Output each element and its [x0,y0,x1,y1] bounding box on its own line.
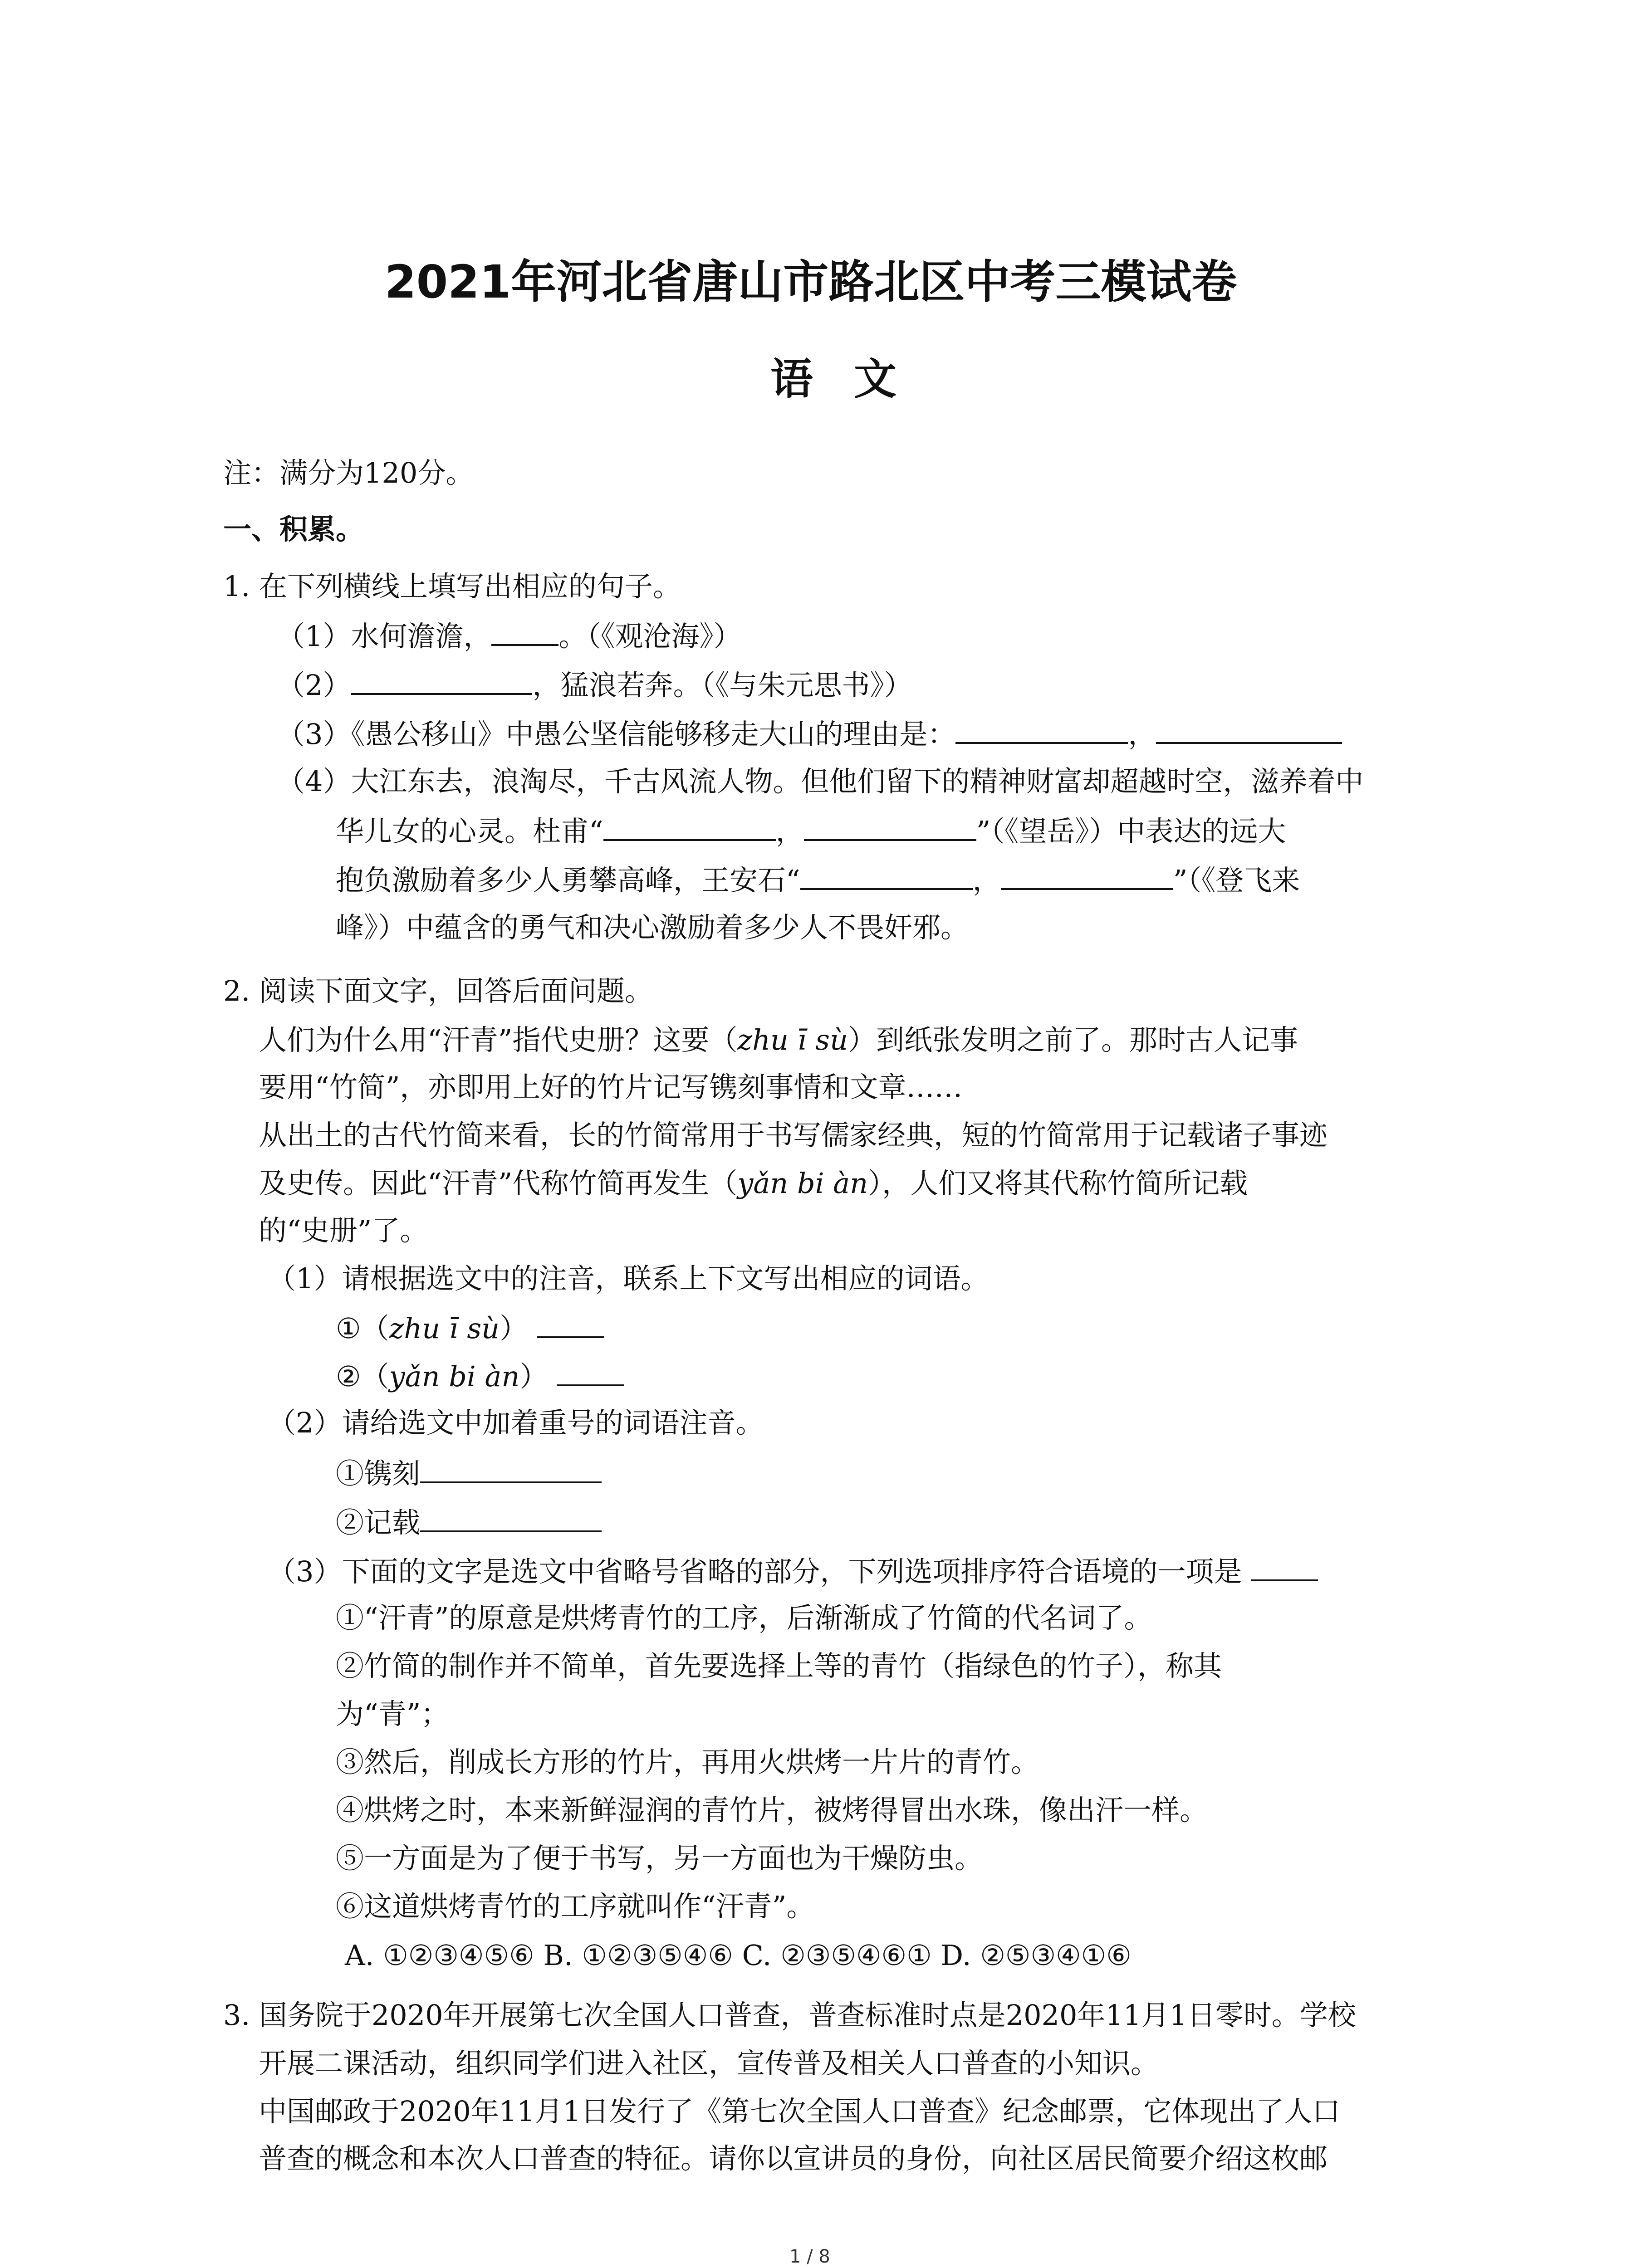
item-text: ，猛浪若奔。（《与朱元思书》） [532,669,912,702]
pinyin: yǎn bi àn [389,1360,520,1393]
question-1-item-4-line-1: （4）大江东去，浪淘尽，千古风流人物。但他们留下的精神财富却超越时空，滋养着中 [277,765,1364,798]
item-text: ， [775,815,804,848]
answer-blank[interactable] [1251,1556,1318,1581]
answer-blank[interactable] [800,865,973,890]
item-text: ， [972,864,1001,897]
option-2-line-1: ②竹简的制作并不简单，首先要选择上等的青竹（指绿色的竹子），称其 [336,1649,1222,1682]
sub-question-3 [268,1556,1318,1586]
answer-blank[interactable] [537,1313,604,1338]
item-text: ②（ [336,1360,389,1393]
question-1-item-2 [277,669,912,702]
passage-line-2: 要用“竹简”，亦即用上好的竹片记写镌刻事情和文章…… [259,1070,963,1104]
passage-text: 人们为什么用“汗青”指代史册？这要（ [259,1023,738,1056]
question-2-stem: 2. 阅读下面文字，回答后面问题。 [223,974,653,1007]
item-text: ①（ [336,1312,389,1345]
answer-choices: A. ①②③④⑤⑥ B. ①②③⑤④⑥ C. ②③⑤④⑥① D. ②⑤③④①⑥ [345,1939,1132,1972]
pinyin: yǎn bi àn [737,1167,868,1200]
subject-title: 语文 [770,355,938,404]
answer-blank[interactable] [351,670,532,695]
item-text: （3）《愚公移山》中愚公坚信能够移走大山的理由是： [277,718,956,751]
question-1-item-1 [277,620,742,653]
sub-question-1-item-1 [336,1313,604,1343]
passage-line-3: 从出土的古代竹简来看，长的竹简常用于书写儒家经典，短的竹简常用于记载诸子事迹 [259,1119,1328,1152]
passage-line-4 [259,1169,1248,1198]
question-3-line-2: 开展二课活动，组织同学们进入社区，宣传普及相关人口普查的小知识。 [259,2047,1159,2080]
option-4: ④烘烤之时，本来新鲜湿润的青竹片，被烤得冒出水珠，像出汗一样。 [336,1794,1208,1827]
question-1-item-4-line-2 [336,816,1286,846]
option-6: ⑥这道烘烤青竹的工序就叫作“汗青”。 [336,1890,815,1923]
answer-blank[interactable] [804,816,976,841]
option-1: ①“汗青”的原意是烘烤青竹的工序，后渐渐成了竹简的代名词了。 [336,1601,1152,1634]
score-note: 注：满分为120分。 [223,456,474,489]
passage-text: ），人们又将其代称竹简所记载 [868,1167,1248,1200]
question-1-stem: 1. 在下列横线上填写出相应的句子。 [223,570,681,603]
page-number: 1 / 8 [789,2246,830,2267]
answer-blank[interactable] [955,719,1128,744]
passage-line-1 [259,1023,1298,1056]
item-text: ”（《望岳》）中表达的远大 [976,815,1286,848]
answer-blank[interactable] [557,1361,624,1386]
question-1-item-4-line-3 [336,864,1300,897]
answer-blank[interactable] [1001,865,1173,890]
pinyin: zhu ī sù [389,1312,500,1345]
sub-question-1: （1）请根据选文中的注音，联系上下文写出相应的词语。 [268,1262,989,1295]
item-text: 华儿女的心灵。杜甫“ [336,815,603,848]
answer-blank[interactable] [491,621,558,646]
answer-blank[interactable] [1156,719,1342,744]
page-title: 2021年河北省唐山市路北区中考三模试卷 [385,255,1237,308]
option-3: ③然后，削成长方形的竹片，再用火烘烤一片片的青竹。 [336,1745,1039,1779]
passage-text: ）到纸张发明之前了。那时古人记事 [847,1023,1298,1056]
passage-line-5: 的“史册”了。 [259,1214,428,1247]
question-3-line-3: 中国邮政于2020年11月1日发行了《第七次全国人口普查》纪念邮票，它体现出了人口 [259,2095,1341,2128]
question-1-item-3 [277,718,1342,751]
sub-question-2-item-2 [336,1507,602,1537]
item-text: （3）下面的文字是选文中省略号省略的部分，下列选项排序符合语境的一项是 [268,1555,1242,1588]
answer-blank[interactable] [420,1507,602,1532]
question-3-line-4: 普查的概念和本次人口普查的特征。请你以宣讲员的身份，向社区居民简要介绍这枚邮 [259,2142,1328,2175]
item-text: （2） [277,669,351,702]
question-3-line-1: 3. 国务院于2020年开展第七次全国人口普查，普查标准时点是2020年11月1日零时。学校 [223,1999,1356,2032]
passage-text: 及史传。因此“汗青”代称竹简再发生（ [259,1167,738,1200]
item-text: ） [519,1360,548,1393]
item-text: （1）水何澹澹， [277,620,492,653]
item-text: ， [1128,718,1156,751]
pinyin: zhu ī sù [737,1023,848,1056]
option-5: ⑤一方面是为了便于书写，另一方面也为干燥防虫。 [336,1842,983,1875]
sub-question-1-item-2 [336,1361,624,1391]
option-2-line-2: 为“青”； [336,1697,449,1730]
section-heading: 一、积累。 [223,513,364,546]
question-1-item-4-line-4: 峰》）中蕴含的勇气和决心激励着多少人不畏奸邪。 [336,911,969,944]
sub-question-2: （2）请给选文中加着重号的词语注音。 [268,1406,764,1439]
item-text: 。（《观沧海》） [558,620,742,653]
item-text: ①镌刻 [336,1457,421,1490]
answer-blank[interactable] [603,816,776,841]
item-text: ”（《登飞来 [1173,864,1300,897]
answer-blank[interactable] [420,1458,602,1483]
item-text: ） [500,1312,528,1345]
item-text: 抱负激励着多少人勇攀高峰，王安石“ [336,864,800,897]
sub-question-2-item-1 [336,1458,602,1488]
item-text: ②记载 [336,1506,421,1539]
